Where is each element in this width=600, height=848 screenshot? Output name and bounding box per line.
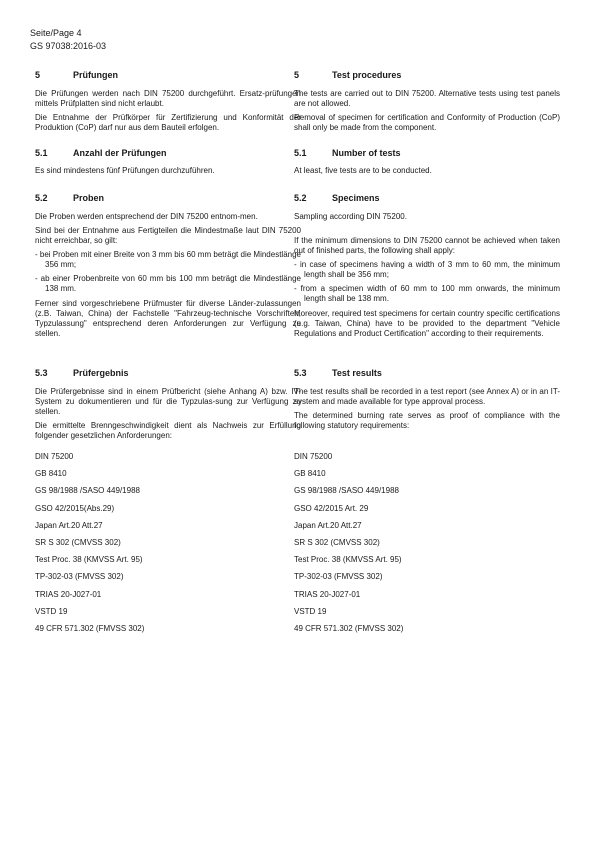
- standard-item: GS 98/1988 /SASO 449/1988: [35, 486, 140, 496]
- standard-item: SR S 302 (CMVSS 302): [35, 538, 121, 547]
- standard-item: GSO 42/2015(Abs.29): [35, 503, 115, 513]
- standard-item: DIN 75200: [294, 452, 333, 461]
- section-heading: 5.1 Anzahl der Prüfungen: [35, 148, 167, 158]
- paragraph: Die Prüfergebnisse sind in einem Prüfbericht (siehe Anhang A) bzw. IV-System zu dokumentieren und für die Typzulas-sung zur Verfügung zu stellen.: [35, 387, 301, 416]
- section-title: Number of tests: [332, 148, 401, 158]
- section-5-2-english: [294, 193, 560, 339]
- section-heading: 5.1 Number of tests: [294, 148, 401, 158]
- page-header: [30, 27, 106, 53]
- list-item: - ab einer Probenbreite von 60 mm bis 100 mm beträgt die Mindestlänge 138 mm.: [35, 274, 301, 293]
- standards-list-english: [294, 452, 560, 652]
- paragraph: If the minimum dimensions to DIN 75200 cannot be achieved when taken out of finished parts, the following shall apply:: [294, 236, 560, 255]
- section-heading: 5.3 Test results: [294, 368, 382, 378]
- standard-item: GSO 42/2015 Art. 29: [294, 503, 369, 513]
- section-5-2-german: [35, 193, 301, 339]
- section-5-german: [35, 70, 301, 133]
- standard-item: Test Proc. 38 (KMVSS Art. 95): [35, 555, 143, 565]
- section-5-english: [294, 70, 560, 133]
- paragraph: At least, five tests are to be conducted.: [294, 166, 432, 175]
- standards-list-german: [35, 452, 301, 652]
- paragraph: Ferner sind vorgeschriebene Prüfmuster für diverse Länder-zulassungen (z.B. Taiwan, China) der Fachstelle "Fahrzeug-technische Vorschriften, Typzulassung" entsprechend deren Anforderungen zur Verfügung zu stellen.: [35, 299, 301, 338]
- standard-item: VSTD 19: [294, 606, 327, 616]
- list-item: - bei Proben mit einer Breite von 3 mm bis 60 mm beträgt die Mindestlänge 356 mm;: [35, 250, 301, 269]
- section-heading: 5 Test procedures: [294, 70, 402, 80]
- paragraph: Moreover, required test specimens for certain country specific certifications (e.g. Taiwan, China) have to be provided to the department "Vehicle Regulations and Product Certification" according to their requirements.: [294, 309, 560, 338]
- standard-item: 49 CFR 571.302 (FMVSS 302): [294, 624, 404, 633]
- section-title: Test procedures: [332, 70, 402, 80]
- section-heading: 5.2 Proben: [35, 193, 105, 203]
- paragraph: Die Proben werden entsprechend der DIN 75200 entnom-men.: [35, 212, 258, 221]
- page-number: Seite/Page 4: [30, 28, 82, 38]
- section-title: Test results: [332, 368, 382, 378]
- section-title: Anzahl der Prüfungen: [73, 148, 167, 158]
- standard-item: GS 98/1988 /SASO 449/1988: [294, 486, 399, 496]
- paragraph: Die Prüfungen werden nach DIN 75200 durchgeführt. Ersatz-prüfungen mittels Prüfplatten sind nicht erlaubt.: [35, 89, 301, 108]
- section-5-1-english: [294, 148, 560, 176]
- standard-item: TP-302-03 (FMVSS 302): [294, 572, 383, 582]
- standard-item: GB 8410: [35, 469, 67, 479]
- paragraph: Removal of specimen for certification and Conformity of Production (CoP) shall only be made from the component.: [294, 113, 560, 132]
- section-title: Proben: [73, 193, 105, 203]
- paragraph: Es sind mindestens fünf Prüfungen durchzuführen.: [35, 166, 215, 175]
- section-heading: 5.2 Specimens: [294, 193, 380, 203]
- standard-item: TP-302-03 (FMVSS 302): [35, 572, 124, 582]
- paragraph: Die ermittelte Brenngeschwindigkeit dient als Nachweis zur Erfüllung folgender gesetzlichen Anforderungen:: [35, 421, 301, 440]
- section-5-1-german: [35, 148, 301, 176]
- paragraph: Die Entnahme der Prüfkörper für Zertifizierung und Konformität der Produktion (CoP) darf nur aus dem Bauteil erfolgen.: [35, 113, 301, 132]
- standard-item: Japan Art.20 Att.27: [294, 520, 362, 530]
- standard-item: SR S 302 (CMVSS 302): [294, 538, 380, 547]
- standard-item: DIN 75200: [35, 452, 74, 461]
- standard-item: TRIAS 20-J027-01: [35, 589, 102, 599]
- paragraph: The determined burning rate serves as proof of compliance with the following statutory requirements:: [294, 411, 560, 430]
- section-heading: 5 Prüfungen: [35, 70, 118, 80]
- paragraph: Sind bei der Entnahme aus Fertigteilen die Mindestmaße laut DIN 75200 nicht erreichbar, so gilt:: [35, 226, 301, 245]
- section-5-3-german: [35, 368, 301, 441]
- section-title: Prüfergebnis: [73, 368, 129, 378]
- standard-item: VSTD 19: [35, 606, 68, 616]
- standard-item: TRIAS 20-J027-01: [294, 589, 361, 599]
- section-title: Prüfungen: [73, 70, 118, 80]
- paragraph: Sampling according DIN 75200.: [294, 212, 407, 221]
- list-item: - in case of specimens having a width of 3 mm to 60 mm, the minimum length shall be 356 mm;: [294, 260, 560, 279]
- standard-item: Japan Art.20 Att.27: [35, 520, 103, 530]
- list-item: - from a specimen width of 60 mm to 100 mm onwards, the minimum length shall be 138 mm.: [294, 284, 560, 303]
- standard-item: GB 8410: [294, 469, 326, 479]
- section-5-3-english: [294, 368, 560, 431]
- section-heading: 5.3 Prüfergebnis: [35, 368, 129, 378]
- paragraph: The test results shall be recorded in a test report (see Annex A) or in an IT-system and made available for type approval process.: [294, 387, 560, 406]
- document-id: GS 97038:2016-03: [30, 41, 107, 51]
- paragraph: The tests are carried out to DIN 75200. Alternative tests using test panels are not allowed.: [294, 89, 560, 108]
- standard-item: 49 CFR 571.302 (FMVSS 302): [35, 624, 145, 633]
- section-title: Specimens: [332, 193, 380, 203]
- standard-item: Test Proc. 38 (KMVSS Art. 95): [294, 555, 402, 565]
